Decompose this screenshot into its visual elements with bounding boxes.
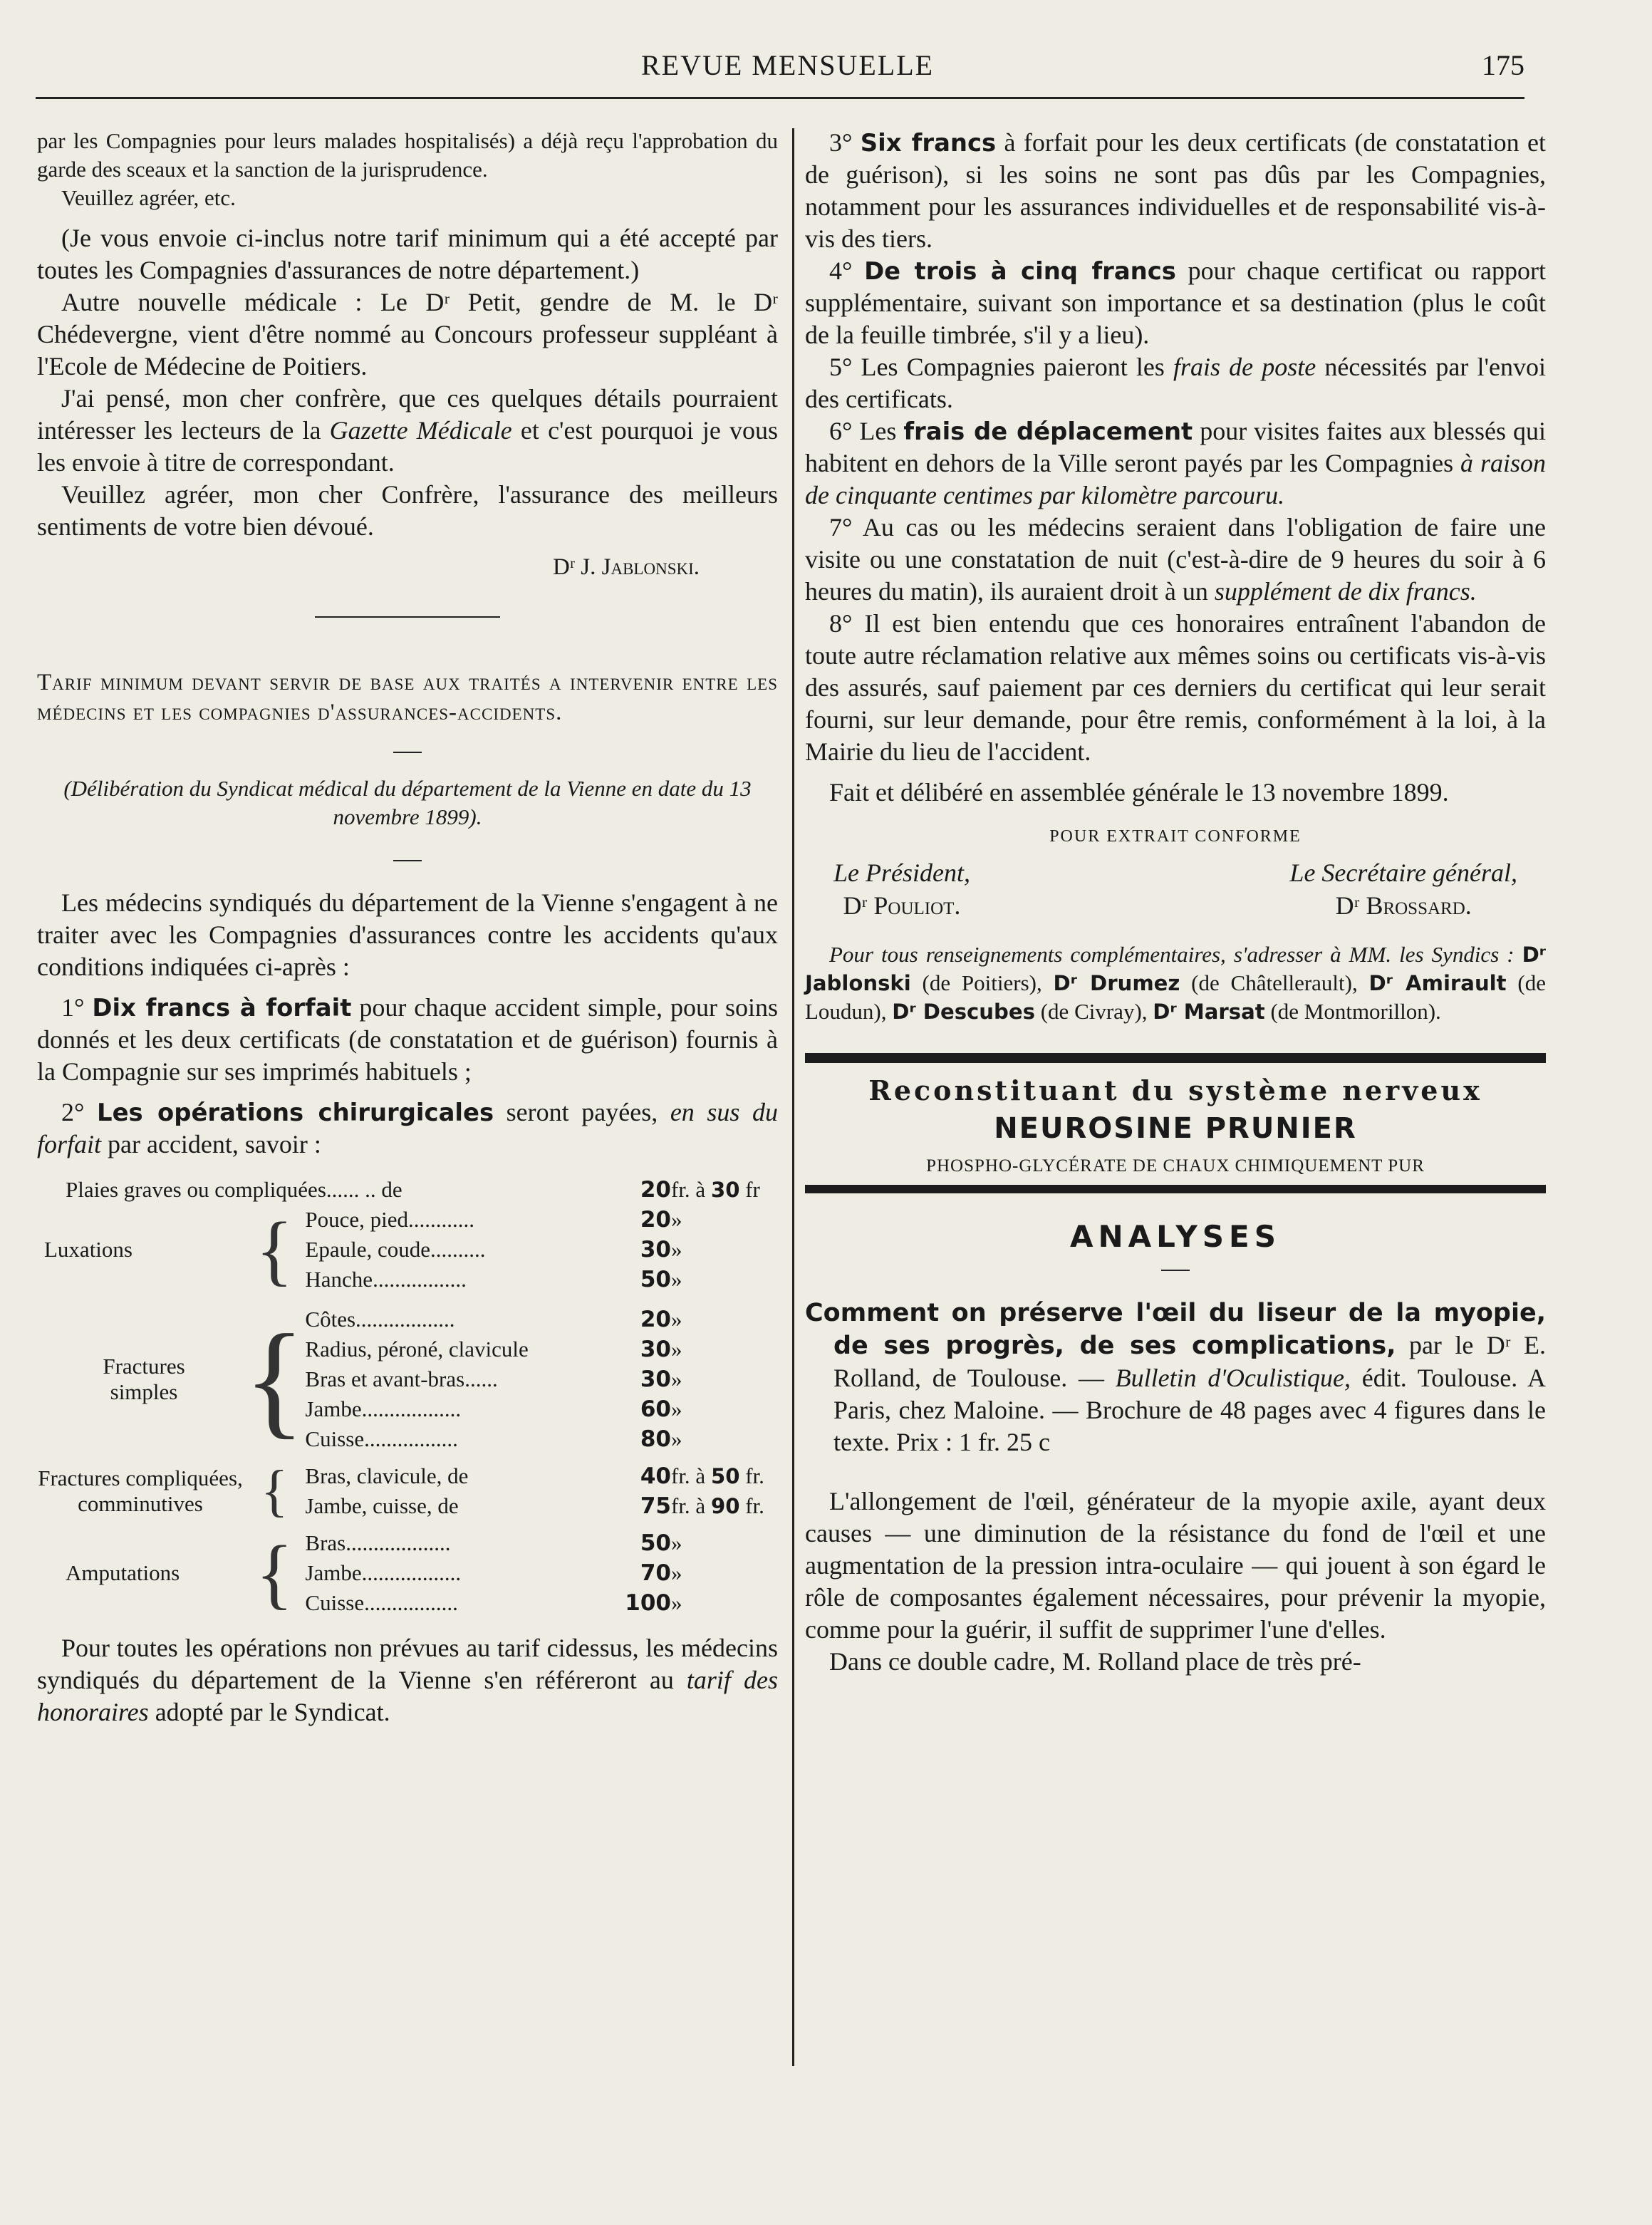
tariff-label: Jambe..................: [305, 1396, 462, 1421]
tariff-unit: »: [671, 1337, 682, 1362]
column-divider: [792, 128, 794, 2066]
tariff-label: Radius, péroné, clavicule: [305, 1337, 529, 1362]
advert-rule-top: [805, 1053, 1546, 1063]
separator-rule: [315, 616, 500, 618]
tariff-unit: »: [671, 1560, 682, 1585]
signature-secretaire: Le Secrétaire général, Dʳ Brossard.: [1289, 859, 1517, 920]
header-rule: [36, 97, 1524, 99]
item-2: 2° Les opérations chirurgicales seront payées, en sus du forfait par accident, savoir :: [37, 1098, 779, 1158]
tariff-label: Côtes..................: [305, 1307, 455, 1332]
tariff-group: Fractures simples: [103, 1354, 185, 1404]
tariff-unit: fr. à 90 fr.: [671, 1493, 764, 1518]
closing-paragraph: Pour toutes les opérations non prévues au tarif cidessus, les médecins syndiqués du département de la Vienne s'en référeront au tarif des honoraires adopté par le Syndicat.: [37, 1634, 778, 1726]
left-column: [37, 127, 778, 1728]
tariff-unit: fr. à 30 fr: [671, 1177, 760, 1202]
tariff-group: Luxations: [44, 1237, 133, 1262]
tariff-row-plaies: [37, 1175, 778, 1205]
tariff-amount: 50: [640, 1267, 671, 1292]
advert-title: Reconstituant du système nerveux: [868, 1074, 1482, 1106]
dash-rule: [1161, 1270, 1190, 1271]
tariff-unit: »: [671, 1426, 682, 1451]
section-title: ANALYSES: [1070, 1219, 1281, 1254]
letter-paragraph: (Je vous envoie ci-inclus notre tarif minimum qui a été accepté par toutes les Compagnies d'assurances de notre département.): [37, 224, 778, 284]
renseignements-note: Pour tous renseignements complémentaires, s'adresser à MM. les Syndics : Dʳ Jablonski (de Poitiers), Dʳ Drumez (de Châtellerault), Dʳ Amirault (de Loudun), Dʳ Descubes (de Civray), Dʳ Marsat (de Montmorillon).: [805, 942, 1546, 1024]
tariff-group: Fractures compliquées, comminutives: [38, 1466, 243, 1516]
tariff-group: Amputations: [66, 1560, 180, 1585]
review-heading: Comment on préserve l'œil du liseur de la myopie, de ses progrès, de ses complications, par le Dʳ E. Rolland, de Toulouse. — Bulletin d'Oculistique, édit. Toulouse. A Paris, chez Maloine. — Brochure de 48 pages avec 4 figures dans le texte. Prix : 1 fr. 25 c: [805, 1299, 1546, 1456]
advert-product: NEUROSINE PRUNIER: [994, 1112, 1357, 1145]
tariff-label: Jambe, cuisse, de: [305, 1493, 459, 1518]
item-5: 5° Les Compagnies paieront les frais de poste nécessités par l'envoi des certificats.: [805, 353, 1546, 413]
tariff-table: [37, 1175, 778, 1618]
tariff-label: Jambe..................: [305, 1560, 462, 1585]
tariff-unit: »: [671, 1267, 682, 1292]
tarif-title: Tarif minimum devant servir de base aux traités a intervenir entre les médecins et les compagnies d'assurances-accidents.: [37, 670, 778, 725]
item-4: 4° De trois à cinq francs pour chaque certificat ou rapport supplémentaire, suivant son importance et sa destination (plus le coût de la feuille timbrée, s'il y a lieu).: [805, 256, 1547, 349]
deliberation-note: (Délibération du Syndicat médical du département de la Vienne en date du 13 novembre 1899).: [63, 776, 752, 829]
tariff-row: [37, 1205, 778, 1235]
tariff-unit: »: [671, 1366, 682, 1391]
right-column: [805, 127, 1546, 1678]
running-title: REVUE MENSUELLE: [641, 49, 935, 81]
item-6: 6° Les frais de déplacement pour visites faites aux blessés qui habitent en dehors de la Ville seront payés par les Compagnies à raison de cinquante centimes par kilomètre parcouru.: [805, 417, 1547, 509]
tariff-amount: 80: [640, 1426, 671, 1452]
tariff-unit: fr. à 50 fr.: [671, 1463, 764, 1488]
letter-paragraph: par les Compagnies pour leurs malades hospitalisés) a déjà reçu l'approbation du garde des sceaux et la sanction de la jurisprudence.: [37, 128, 778, 182]
brace-glyph: {: [261, 1460, 289, 1523]
tariff-amount: 20: [640, 1177, 671, 1203]
tariff-label: Cuisse.................: [305, 1590, 458, 1615]
tariff-label: Plaies graves ou compliquées...... .. de: [66, 1177, 402, 1202]
brace-glyph: {: [255, 1530, 293, 1617]
tariff-amount: 50: [640, 1530, 671, 1556]
advert-subtitle: PHOSPHO-GLYCÉRATE DE CHAUX CHIMIQUEMENT PUR: [926, 1156, 1425, 1176]
tariff-unit: »: [671, 1396, 682, 1421]
tariff-amount: 30: [640, 1237, 671, 1262]
letter-signature: Dʳ J. Jablonski.: [553, 554, 700, 580]
tariff-label: Cuisse.................: [305, 1426, 458, 1451]
review-paragraph: Dans ce double cadre, M. Rolland place de très pré-: [829, 1647, 1361, 1676]
item-7: 7° Au cas ou les médecins seraient dans l'obligation de faire une visite ou une constatation de nuit (c'est-à-dire de 9 heures du soir à 6 heures du matin), ils auraient droit à un supplément de dix francs.: [805, 513, 1546, 606]
letter-paragraph: Veuillez agréer, mon cher Confrère, l'assurance des meilleurs sentiments de votre bien dévoué.: [37, 480, 778, 541]
tariff-amount: 30: [640, 1337, 671, 1362]
tariff-unit: »: [671, 1237, 682, 1262]
tariff-row: [37, 1461, 778, 1491]
tariff-label: Pouce, pied............: [305, 1207, 475, 1232]
tariff-row: [37, 1528, 778, 1558]
tariff-amount: 75: [640, 1493, 671, 1519]
tariff-amount: 40: [640, 1463, 671, 1489]
tariff-amount: 20: [640, 1207, 671, 1233]
letter-paragraph: J'ai pensé, mon cher confrère, que ces quelques détails pourraient intéresser les lecteurs de la Gazette Médicale et c'est pourquoi je vous les envoie à titre de correspondant.: [37, 384, 779, 477]
brace-glyph: {: [244, 1308, 306, 1450]
tariff-label: Bras, clavicule, de: [305, 1463, 469, 1488]
letter-paragraph: Veuillez agréer, etc.: [61, 185, 236, 210]
dash-rule: [393, 752, 422, 753]
tariff-amount: 20: [640, 1307, 671, 1332]
signatures: [805, 856, 1546, 922]
tariff-label: Bras...................: [305, 1530, 451, 1555]
dash-rule: [393, 860, 422, 861]
tariff-label: Bras et avant-bras......: [305, 1366, 498, 1391]
tariff-unit: »: [671, 1307, 682, 1332]
tariff-row: [37, 1305, 778, 1334]
tariff-unit: »: [671, 1590, 682, 1615]
page-header: [36, 43, 1524, 100]
tariff-unit: »: [671, 1530, 682, 1555]
advert-rule-bottom: [805, 1185, 1546, 1193]
tariff-amount: 60: [640, 1396, 671, 1422]
item-1: 1° Dix francs à forfait pour chaque accident simple, pour soins donnés et les deux certificats (de constatation et de guérison) fournis à la Compagnie sur ses imprimés habituels ;: [37, 993, 778, 1086]
intro-paragraph: Les médecins syndiqués du département de la Vienne s'engagent à ne traiter avec les Compagnies d'assurances contre les accidents qu'aux conditions indiquées ci-après :: [37, 888, 778, 981]
letter-paragraph: Autre nouvelle médicale : Le Dʳ Petit, gendre de M. le Dʳ Chédevergne, vient d'être nommé au Concours professeur suppléant à l'Ecole de Médecine de Poitiers.: [37, 288, 778, 380]
review-paragraph: L'allongement de l'œil, générateur de la myopie axile, ayant deux causes — une diminution de la résistance du fond de l'œil et une augmentation de la pression intra-oculaire — qui jouent à son égard le rôle de composantes également nécessaires, pour prévenir la myopie, comme pour la guérir, il suffit de supprimer l'une d'elles.: [805, 1487, 1546, 1644]
advertisement: [805, 1063, 1546, 1185]
extrait-conforme: POUR EXTRAIT CONFORME: [1049, 827, 1302, 846]
tariff-label: Epaule, coude..........: [305, 1237, 486, 1262]
tariff-unit: »: [671, 1207, 682, 1232]
fait-paragraph: Fait et délibéré en assemblée générale le 13 novembre 1899.: [829, 778, 1449, 807]
tariff-amount: 70: [640, 1560, 671, 1586]
tariff-amount: 100: [625, 1590, 671, 1616]
item-8: 8° Il est bien entendu que ces honoraires entraînent l'abandon de toute autre réclamation relative aux mêmes soins ou certificats vis-à-vis des assurés, sauf paiement par ces derniers du certificat qui leur serait fourni, sur leur demande, pour être remis, conformément à la loi, à la Mairie du lieu de l'accident.: [805, 609, 1546, 766]
tariff-label: Hanche.................: [305, 1267, 467, 1292]
item-3: 3° Six francs à forfait pour les deux certificats (de constatation et de guérison), si les soins ne sont pas dûs par les Compagnies, notamment pour les assurances individuelles et de responsabilité vis-à-vis des tiers.: [805, 128, 1546, 253]
signature-president: Le Président, Dʳ Pouliot.: [833, 859, 970, 920]
brace-glyph: {: [255, 1206, 293, 1293]
tariff-amount: 30: [640, 1366, 671, 1392]
page-number: 175: [1482, 49, 1524, 81]
